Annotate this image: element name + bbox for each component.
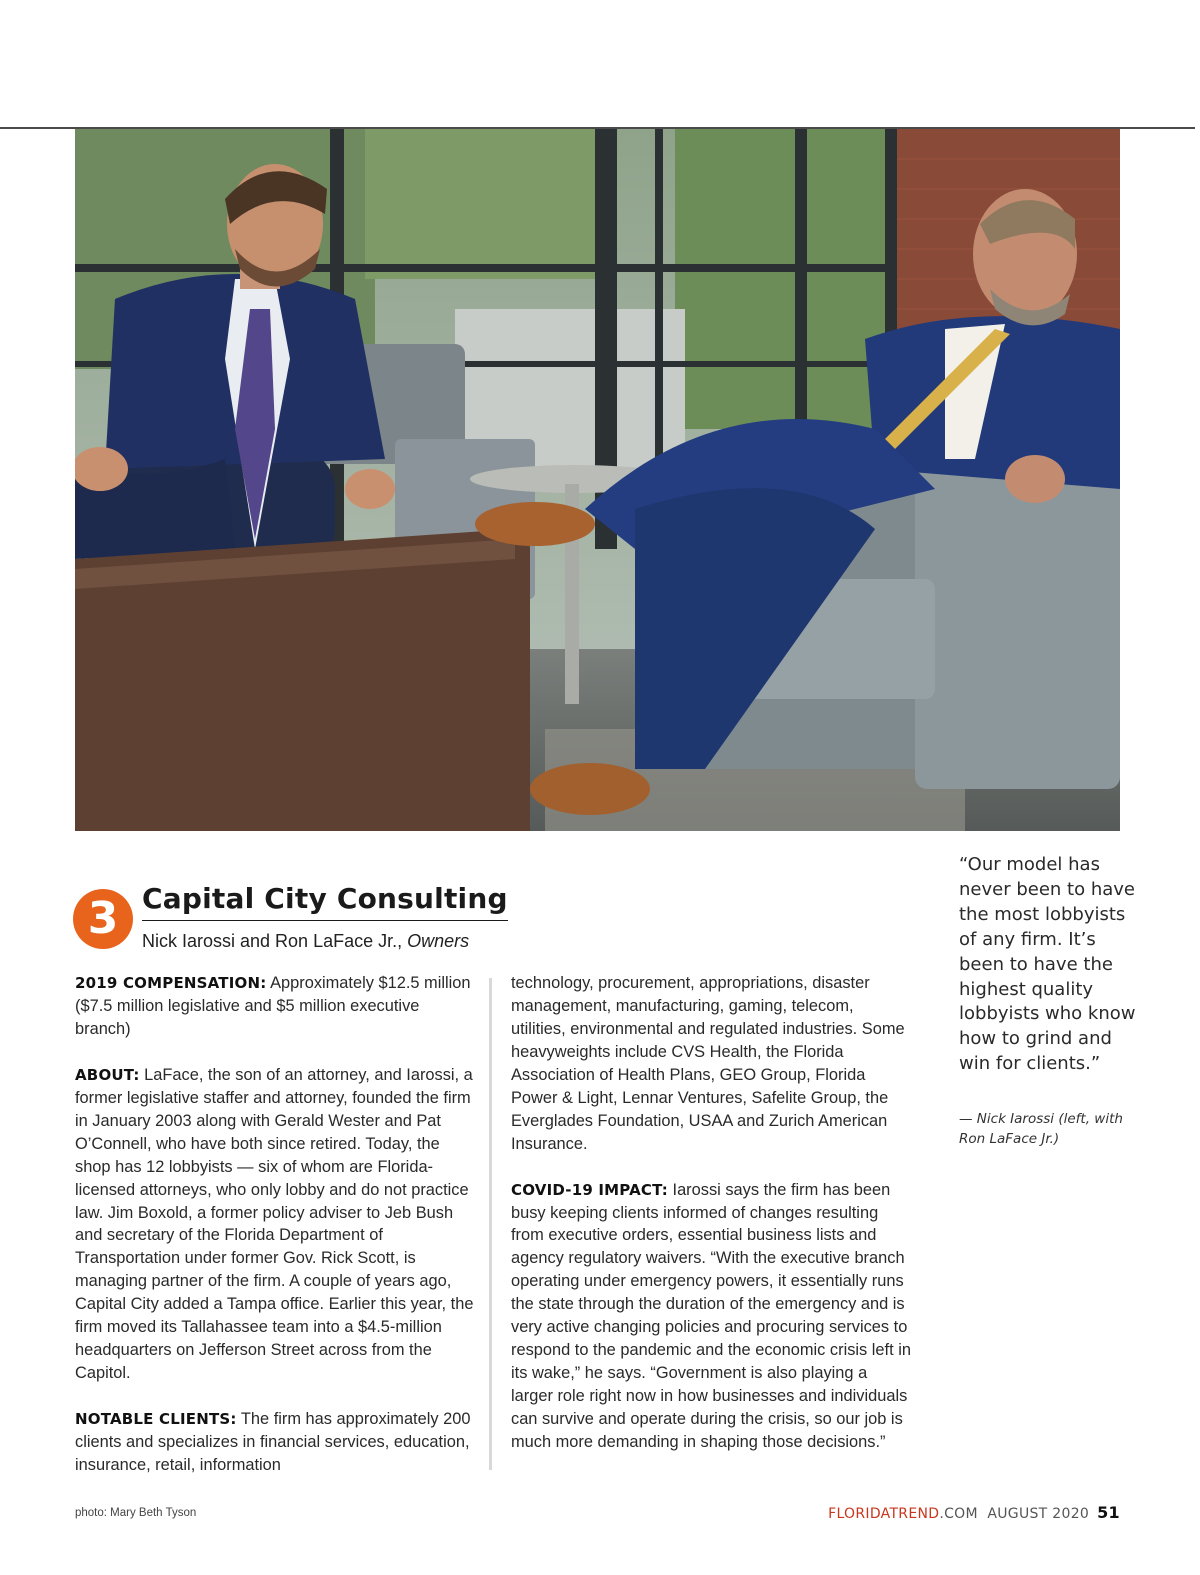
page-number: 51 (1097, 1503, 1120, 1522)
notable-clients-label: NOTABLE CLIENTS: (75, 1410, 237, 1429)
footer-domain-suffix: .COM (939, 1506, 978, 1522)
owners-role: Owners (407, 931, 470, 951)
pull-quote-attribution: — Nick Iarossi (left, with Ron LaFace Jr.) (959, 1111, 1123, 1147)
left-column (75, 972, 475, 1477)
compensation-paragraph (75, 972, 475, 1041)
covid-paragraph (511, 1179, 911, 1454)
footer-brand: FLORIDATREND (828, 1506, 940, 1522)
photo-two-men-seated-icon (75, 129, 1120, 831)
about-paragraph (75, 1064, 475, 1385)
about-label: ABOUT: (75, 1065, 140, 1084)
page-footer (828, 1503, 1120, 1522)
notable-clients-text: The firm has approximately 200 clients and specializes in financial services, education, insurance, retail, information (75, 1410, 471, 1474)
compensation-text: Approximately $12.5 million ($7.5 million legislative and $5 million executive branch) (75, 974, 471, 1038)
firm-name-heading: Capital City Consulting (142, 880, 508, 921)
pull-quote: “Our model has never been to have the most lobbyists of any firm. It’s been to have the highest quality lobbyists who know how to grind and win for clients.” (959, 854, 1136, 1075)
notable-clients-continued: technology, procurement, appropriations, disaster management, manufacturing, gaming, telecom, utilities, environmental and regulated industries. Some heavyweights include CVS Health, the Florida Association of Health Plans, GEO Group, Florida Power & Light, Lennar Ventures, Safelite Group, the Everglades Foundation, USAA and Zurich American Insurance. (511, 974, 905, 1153)
feature-photo (75, 129, 1120, 831)
owners-line (142, 928, 469, 954)
notable-clients-paragraph (75, 1408, 475, 1477)
about-text: LaFace, the son of an attorney, and Iarossi, a former legislative staffer and attorney, founded the firm in January 2003 along with Gerald Wester and Pat O’Connell, who have both since retired. Today, the shop has 12 lobbyists — six of whom are Florida-licensed attorneys, who only lobby and do not practice law. Jim Boxold, a former policy adviser to Jeb Bush and secretary of the Florida Department of Transportation under former Gov. Rick Scott, is managing partner of the firm. A couple of years ago, Capital City added a Tampa office. Earlier this year, the firm moved its Tallahassee team into a $4.5-million headquarters on Jefferson Street across from the Capitol. (75, 1065, 474, 1383)
middle-column (511, 972, 911, 1454)
footer-issue: AUGUST 2020 (987, 1506, 1090, 1522)
column-divider (489, 978, 492, 1470)
compensation-label: 2019 COMPENSATION: (75, 974, 267, 992)
rank-badge: 3 (73, 889, 133, 949)
photo-credit: photo: Mary Beth Tyson (75, 1507, 197, 1519)
owners-names: Nick Iarossi and Ron LaFace Jr., (142, 931, 403, 951)
covid-text: Iarossi says the firm has been busy keeping clients informed of changes resulting from executive orders, essential business lists and agency regulatory waivers. “With the executive branch operating under emergency powers, it essentially runs the state through the duration of the emergency and is very active changing policies and procuring services to respond to the pandemic and the economic crisis left in its wake,” he says. “Government is also playing a larger role right now in how businesses and individuals can survive and operate during the crisis, so our job is much more demanding in shaping those decisions.” (511, 1180, 911, 1452)
covid-label: COVID-19 IMPACT: (511, 1180, 668, 1199)
